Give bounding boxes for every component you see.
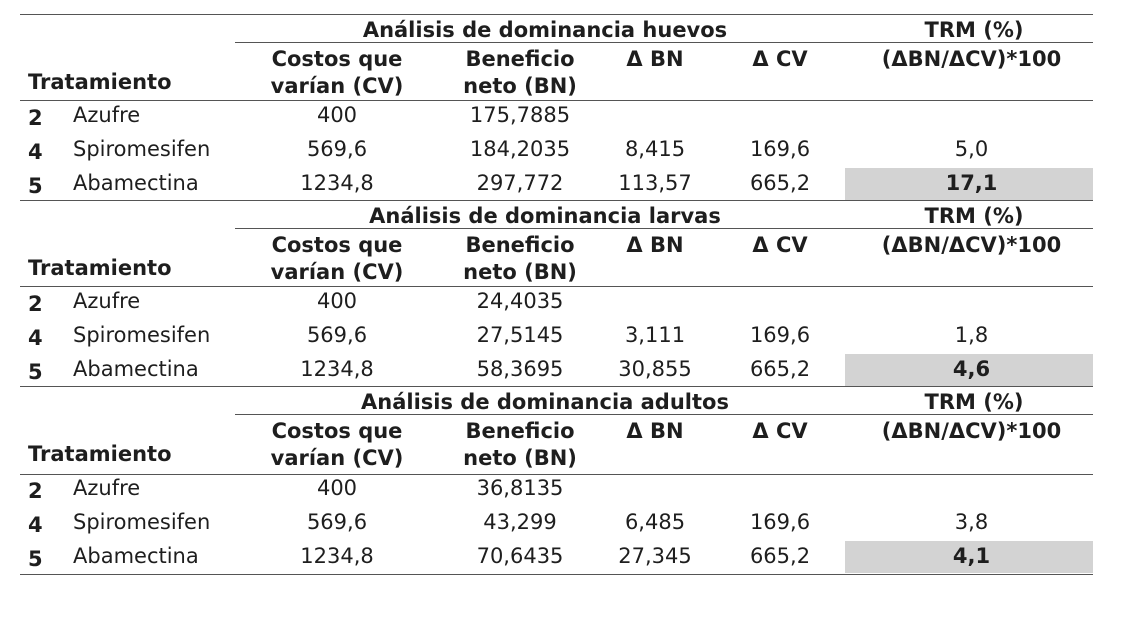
section-title: Análisis de dominancia huevos — [362, 18, 728, 42]
row-treatment-name: Abamectina — [73, 171, 199, 195]
cell-trm: 3,8 — [954, 510, 989, 534]
cell-cv: 400 — [316, 103, 358, 127]
column-header-delta-bn: Δ BN — [626, 419, 684, 443]
cell-trm-highlighted: 4,1 — [952, 544, 991, 568]
cell-bn: 70,6435 — [476, 544, 564, 568]
cell-delta-bn: 3,111 — [624, 323, 686, 347]
row-number: 5 — [28, 174, 43, 198]
row-number: 5 — [28, 360, 43, 384]
top-rule — [20, 200, 1093, 201]
cell-delta-bn: 30,855 — [618, 357, 692, 381]
column-header-cv-line1: Costos que — [271, 419, 403, 443]
column-header-delta-bn: Δ BN — [626, 47, 684, 71]
row-treatment-name: Abamectina — [73, 357, 199, 381]
cell-bn: 27,5145 — [476, 323, 564, 347]
cell-bn: 297,772 — [476, 171, 564, 195]
bottom-rule — [20, 574, 1093, 575]
cell-delta-cv: 169,6 — [749, 137, 811, 161]
cell-cv: 569,6 — [306, 510, 368, 534]
row-number: 2 — [28, 292, 43, 316]
cell-cv: 1234,8 — [300, 357, 374, 381]
section-adultos — [20, 386, 1093, 572]
dominance-analysis-table — [20, 14, 1093, 572]
cell-delta-bn: 27,345 — [618, 544, 692, 568]
row-treatment-name: Azufre — [73, 103, 141, 127]
cell-trm: 5,0 — [954, 137, 989, 161]
trm-label: TRM (%) — [924, 390, 1024, 414]
trm-label: TRM (%) — [924, 18, 1024, 42]
section-larvas — [20, 200, 1093, 386]
row-treatment-name: Abamectina — [73, 544, 199, 568]
row-treatment-name: Spiromesifen — [73, 323, 211, 347]
cell-delta-cv: 665,2 — [749, 357, 811, 381]
cell-cv: 400 — [316, 476, 358, 500]
row-treatment-name: Spiromesifen — [73, 137, 211, 161]
header-subrule — [235, 414, 1093, 415]
header-bottom-rule — [20, 100, 1093, 101]
cell-bn: 36,8135 — [476, 476, 564, 500]
cell-delta-cv: 169,6 — [749, 323, 811, 347]
section-huevos — [20, 14, 1093, 200]
row-treatment-name: Spiromesifen — [73, 510, 211, 534]
header-subrule — [235, 228, 1093, 229]
cell-cv: 1234,8 — [300, 544, 374, 568]
cell-bn: 43,299 — [483, 510, 557, 534]
cell-delta-bn: 113,57 — [618, 171, 692, 195]
row-number: 2 — [28, 479, 43, 503]
column-header-delta-cv: Δ CV — [752, 419, 808, 443]
column-header-bn-line2: neto (BN) — [463, 74, 577, 98]
column-header-delta-bn: Δ BN — [626, 233, 684, 257]
column-header-cv-line1: Costos que — [271, 233, 403, 257]
column-header-ratio: (ΔBN/ΔCV)*100 — [881, 419, 1062, 443]
column-header-ratio: (ΔBN/ΔCV)*100 — [881, 233, 1062, 257]
column-header-bn-line2: neto (BN) — [463, 260, 577, 284]
row-number: 2 — [28, 106, 43, 130]
cell-bn: 184,2035 — [469, 137, 571, 161]
cell-bn: 24,4035 — [476, 289, 564, 313]
column-header-treatment: Tratamiento — [28, 442, 172, 466]
column-header-treatment: Tratamiento — [28, 256, 172, 280]
cell-delta-cv: 665,2 — [749, 171, 811, 195]
column-header-bn-line1: Beneficio — [465, 47, 575, 71]
column-header-delta-cv: Δ CV — [752, 233, 808, 257]
column-header-bn-line1: Beneficio — [465, 419, 575, 443]
top-rule — [20, 386, 1093, 387]
row-treatment-name: Azufre — [73, 476, 141, 500]
section-title: Análisis de dominancia larvas — [369, 204, 721, 228]
trm-label: TRM (%) — [924, 204, 1024, 228]
column-header-delta-cv: Δ CV — [752, 47, 808, 71]
column-header-treatment: Tratamiento — [28, 70, 172, 94]
cell-delta-bn: 8,415 — [624, 137, 686, 161]
column-header-ratio: (ΔBN/ΔCV)*100 — [881, 47, 1062, 71]
column-header-cv-line1: Costos que — [271, 47, 403, 71]
header-subrule — [235, 42, 1093, 43]
cell-cv: 569,6 — [306, 137, 368, 161]
cell-trm: 1,8 — [954, 323, 989, 347]
cell-delta-bn: 6,485 — [624, 510, 686, 534]
column-header-bn-line1: Beneficio — [465, 233, 575, 257]
row-treatment-name: Azufre — [73, 289, 141, 313]
row-number: 4 — [28, 326, 43, 350]
column-header-bn-line2: neto (BN) — [463, 446, 577, 470]
row-number: 4 — [28, 513, 43, 537]
column-header-cv-line2: varían (CV) — [270, 446, 404, 470]
column-header-cv-line2: varían (CV) — [270, 260, 404, 284]
top-rule — [20, 14, 1093, 15]
cell-cv: 569,6 — [306, 323, 368, 347]
row-number: 5 — [28, 547, 43, 571]
cell-delta-cv: 169,6 — [749, 510, 811, 534]
cell-trm-highlighted: 4,6 — [952, 357, 991, 381]
column-header-cv-line2: varían (CV) — [270, 74, 404, 98]
section-title: Análisis de dominancia adultos — [361, 390, 729, 414]
cell-cv: 1234,8 — [300, 171, 374, 195]
row-number: 4 — [28, 140, 43, 164]
cell-bn: 175,7885 — [469, 103, 571, 127]
cell-cv: 400 — [316, 289, 358, 313]
cell-trm-highlighted: 17,1 — [945, 171, 998, 195]
cell-delta-cv: 665,2 — [749, 544, 811, 568]
header-bottom-rule — [20, 286, 1093, 287]
cell-bn: 58,3695 — [476, 357, 564, 381]
